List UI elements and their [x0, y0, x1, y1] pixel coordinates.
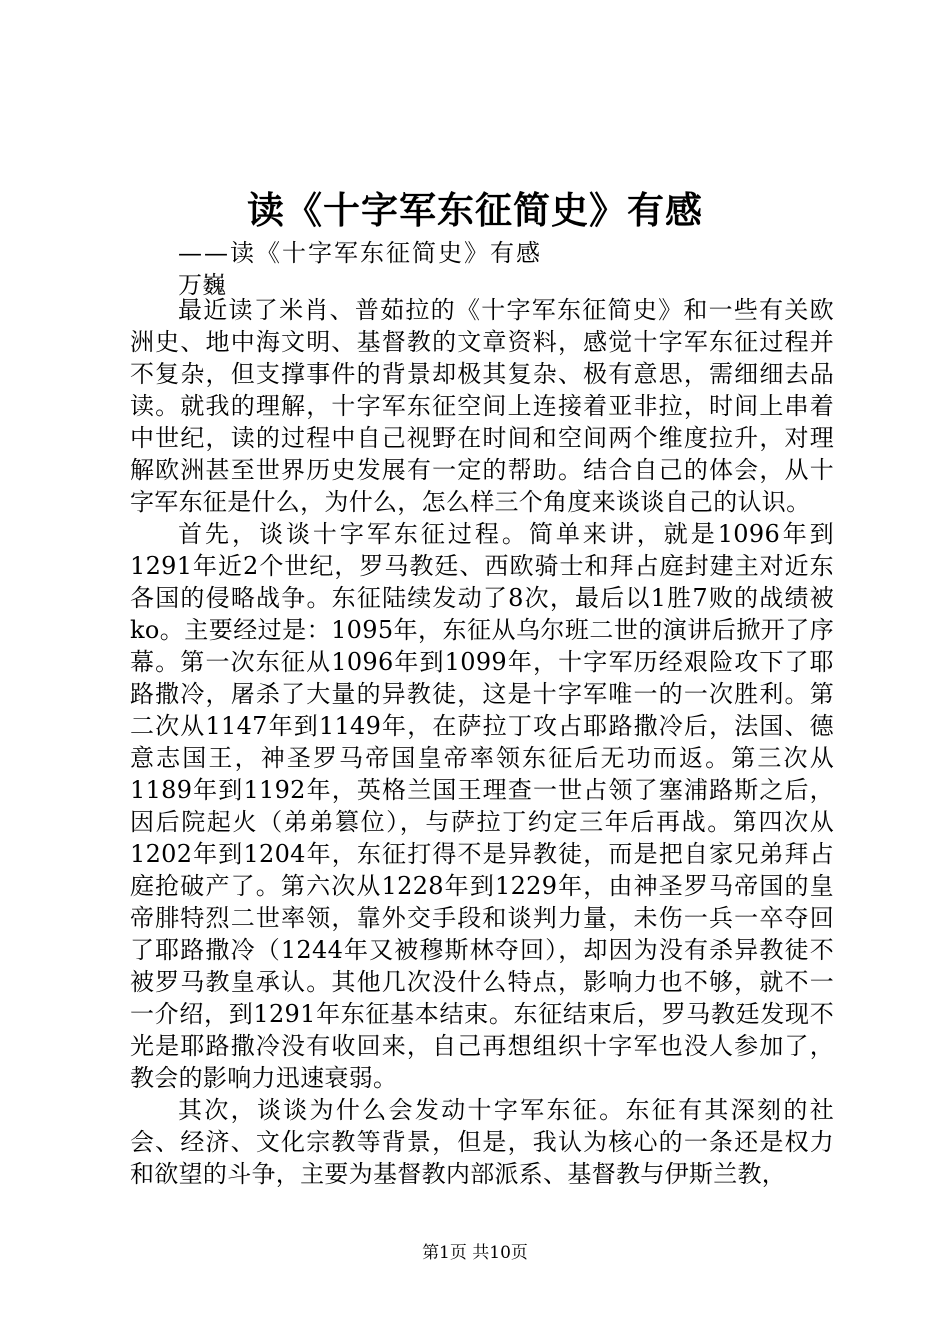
paragraph-crusade-process: 首先，谈谈十字军东征过程。简单来讲，就是1096年到1291年近2个世纪，罗马教廷、西欧骑士和拜占庭封建主对近东各国的侵略战争。东征陆续发动了8次，最后以1胜7败的战绩被ko。主要经过是：1095年，东征从乌尔班二世的演讲后掀开了序幕。第一次东征从1096年到1099年，十字军历经艰险攻下了耶路撒冷，屠杀了大量的异教徒，这是十字军唯一的一次胜利。第二次从1147年到1149年，在萨拉丁攻占耶路撒冷后，法国、德意志国王，神圣罗马帝国皇帝率领东征后无功而返。第三次从1189年到1192年，英格兰国王理查一世占领了塞浦路斯之后，因后院起火（弟弟篡位），与萨拉丁约定三年后再战。第四次从1202年到1204年，东征打得不是异教徒，而是把自家兄弟拜占庭抢破产了。第六次从1228年到1229年，由神圣罗马帝国的皇帝腓特烈二世率领，靠外交手段和谈判力量，未伤一兵一卒夺回了耶路撒冷（1244年又被穆斯林夺回），却因为没有杀异教徒不被罗马教皇承认。其他几次没什么特点，影响力也不够，就不一一介绍，到1291年东征基本结束。东征结束后，罗马教廷发现不光是耶路撒冷没有收回来，自己再想组织十字军也没人参加了，教会的影响力迅速衰弱。 — [130, 520, 834, 1092]
paragraph-intro: 最近读了米肖、普茹拉的《十字军东征简史》和一些有关欧洲史、地中海文明、基督教的文章资料，感觉十字军东征过程并不复杂，但支撑事件的背景却极其复杂、极有意思，需细细去品读。就我的理解，十字军东征空间上连接着亚非拉，时间上串着中世纪，读的过程中自己视野在时间和空间两个维度拉升，对理解欧洲甚至世界历史发展有一定的帮助。结合自己的体会，从十字军东征是什么，为什么，怎么样三个角度来谈谈自己的认识。 — [130, 296, 834, 516]
document-title: 读《十字军东征简史》有感 — [247, 188, 703, 232]
page-number-footer: 第1页 共10页 — [422, 1243, 528, 1263]
paragraph-crusade-reasons: 其次，谈谈为什么会发动十字军东征。东征有其深刻的社会、经济、文化宗教等背景，但是，我认为核心的一条还是权力和欲望的斗争，主要为基督教内部派系、基督教与伊斯兰教， — [130, 1096, 834, 1188]
author-name: 万巍 — [178, 271, 226, 299]
document-body — [130, 294, 834, 1190]
document-subtitle: ——读《十字军东征简史》有感 — [178, 239, 542, 267]
